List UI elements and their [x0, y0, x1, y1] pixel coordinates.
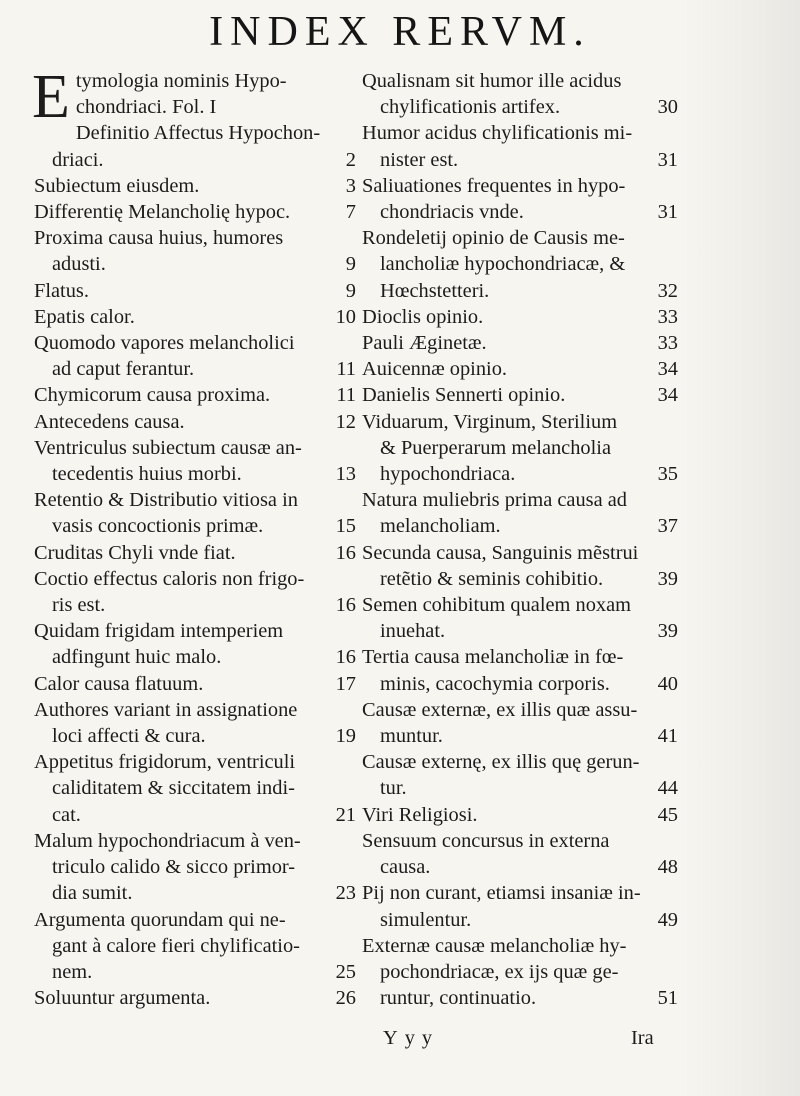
index-entry [362, 697, 678, 749]
index-entry [34, 618, 356, 670]
index-entry [362, 120, 678, 172]
entry-text: gant à calore fieri chylificatio- [52, 934, 300, 957]
index-entry [34, 330, 356, 382]
index-entry [362, 330, 678, 356]
page-number: 16 [335, 541, 356, 564]
entry-text: & Puerperarum melancholia [380, 436, 612, 459]
index-entry [32, 63, 356, 131]
index-entry [362, 487, 678, 539]
page-number: 45 [657, 803, 678, 826]
entry-text: Subiectum eiusdem. [34, 174, 200, 197]
page-number: 13 [335, 463, 356, 486]
entry-text: tymologia nominis Hypo- [75, 70, 287, 92]
index-column-right [362, 68, 678, 1011]
entry-text: Authores variant in assignatione [34, 698, 298, 721]
index-entry [34, 540, 356, 566]
signature-mark: Yyy [383, 1027, 440, 1049]
entry-text: runtur, continuatio. [380, 987, 537, 1010]
entry-text: cat. [52, 803, 81, 826]
entry-text: driaci. [52, 148, 104, 171]
entry-text: Cruditas Chyli vnde fiat. [34, 541, 236, 564]
entry-text: Proxima causa huius, humores [34, 227, 284, 250]
index-entry [34, 985, 356, 1011]
entry-text: Pauli Æginetæ. [362, 332, 487, 355]
entry-text: Externæ causæ melancholiæ hy- [362, 934, 627, 957]
entry-text: muntur. [380, 725, 443, 748]
index-entry [362, 749, 678, 801]
entry-text: chylificationis artifex. [380, 96, 561, 119]
page-number: 41 [657, 725, 678, 748]
index-entry [34, 907, 356, 986]
entry-text: vasis concoctionis primæ. [52, 515, 264, 538]
page-number: 31 [657, 148, 678, 171]
index-entry [34, 278, 356, 304]
entry-text: simulentur. [380, 908, 472, 931]
entry-text: Danielis Sennerti opinio. [362, 384, 566, 407]
page-number: 21 [335, 803, 356, 826]
index-entry [34, 120, 356, 172]
entry-text: tecedentis huius morbi. [52, 463, 242, 486]
entry-text: Definitio Affectus Hypochon- [75, 122, 321, 145]
page-number: 31 [657, 201, 678, 224]
page-number: 34 [657, 384, 678, 407]
page-number: 11 [336, 358, 356, 381]
entry-text: Antecedens causa. [34, 410, 185, 433]
entry-text: Argumenta quorundam qui ne- [34, 908, 286, 931]
page-number: 37 [657, 515, 678, 538]
page-number: 30 [657, 96, 678, 119]
page-number: 33 [657, 305, 678, 328]
page-number: 51 [657, 987, 678, 1010]
index-entry [34, 173, 356, 199]
page-title: INDEX RERVM. [209, 9, 591, 55]
entry-text: chondriaci. Fol. I [75, 96, 217, 119]
page-number: 11 [336, 384, 356, 407]
entry-text: hypochondriaca. [380, 463, 516, 486]
entry-text: ad caput ferantur. [52, 358, 195, 381]
entry-text: retẽtio & seminis cohibitio. [380, 567, 604, 590]
entry-text: Semen cohibitum qualem noxam [362, 594, 631, 617]
entry-text: triculo calido & sicco primor- [52, 856, 296, 879]
index-entry [362, 173, 678, 225]
entry-text: nem. [52, 960, 93, 983]
entry-text: Differentię Melancholię hypoc. [34, 201, 291, 224]
index-entry [34, 225, 356, 277]
index-entry [34, 409, 356, 435]
page-number: 7 [345, 201, 356, 224]
entry-text: Auicennæ opinio. [362, 358, 507, 381]
page-number: 40 [657, 672, 678, 695]
entry-text: Viduarum, Virginum, Sterilium [362, 410, 618, 433]
page-number: 3 [345, 174, 356, 197]
page-number: 9 [345, 253, 356, 276]
entry-text: Causæ externę, ex illis quę gerun- [362, 751, 640, 774]
entry-text: Hœchstetteri. [380, 279, 490, 302]
index-entry [362, 68, 678, 120]
index-entry [362, 880, 678, 932]
entry-text: lancholiæ hypochondriacæ, & [380, 253, 626, 276]
index-entry [362, 802, 678, 828]
page-number: 16 [335, 594, 356, 617]
page-number: 23 [335, 882, 356, 905]
entry-text: Ventriculus subiectum causæ an- [34, 436, 302, 459]
index-entry [362, 540, 678, 592]
index-entry [34, 697, 356, 749]
index-entry [34, 435, 356, 487]
entry-text: inuehat. [380, 620, 446, 643]
page-number: 19 [335, 725, 356, 748]
entry-text: Pij non curant, etiamsi insaniæ in- [362, 882, 641, 905]
entry-text: Calor causa flatuum. [34, 672, 204, 695]
entry-text: Qualisnam sit humor ille acidus [362, 70, 622, 92]
index-entry [34, 828, 356, 907]
page-number: 34 [657, 358, 678, 381]
page-number: 44 [657, 777, 678, 800]
entry-text: melancholiam. [380, 515, 501, 538]
page-number: 9 [345, 279, 356, 302]
entry-text: Epatis calor. [34, 305, 135, 328]
entry-text: Natura muliebris prima causa ad [362, 489, 627, 512]
entry-text: ris est. [52, 594, 106, 617]
index-entry [34, 749, 356, 828]
index-entry [34, 382, 356, 408]
page-number: 15 [335, 515, 356, 538]
entry-text: adusti. [52, 253, 106, 276]
entry-text: Sensuum concursus in externa [362, 829, 610, 852]
entry-text: Retentio & Distributio vitiosa in [34, 489, 298, 512]
entry-text: adfingunt huic malo. [52, 646, 222, 669]
entry-text: minis, cacochymia corporis. [380, 672, 610, 695]
index-entry [362, 382, 678, 408]
page-number: 48 [657, 856, 678, 879]
page-number: 33 [657, 332, 678, 355]
entry-text: Causæ externæ, ex illis quæ assu- [362, 698, 638, 721]
page-number: 25 [335, 960, 356, 983]
page-number: 35 [657, 463, 678, 486]
entry-text: caliditatem & siccitatem indi- [52, 777, 295, 800]
index-entry [34, 199, 356, 225]
page-edge-shadow [682, 0, 800, 1096]
index-entry [362, 592, 678, 644]
page-number: 39 [657, 620, 678, 643]
index-column-left [32, 63, 356, 1011]
index-entry [362, 644, 678, 696]
index-entry [362, 356, 678, 382]
index-entry [362, 409, 678, 488]
entry-text: loci affecti & cura. [52, 725, 206, 748]
entry-text: Chymicorum causa proxima. [34, 384, 271, 407]
entry-text: chondriacis vnde. [380, 201, 524, 224]
entry-text: nister est. [380, 148, 459, 171]
page-number: 2 [345, 148, 356, 171]
index-entry [362, 304, 678, 330]
entry-text: Soluuntur argumenta. [34, 987, 211, 1010]
index-entry [34, 304, 356, 330]
entry-text: tur. [380, 777, 407, 800]
entry-text: causa. [380, 856, 431, 879]
index-entry [362, 828, 678, 880]
page-number: 49 [657, 908, 678, 931]
drop-cap: E [32, 63, 70, 131]
index-entry [34, 671, 356, 697]
entry-text: Tertia causa melancholiæ in fœ- [362, 646, 624, 669]
entry-text: Flatus. [34, 279, 89, 302]
page-number: 39 [657, 567, 678, 590]
page-number: 10 [335, 305, 356, 328]
page-number: 12 [335, 410, 356, 433]
entry-text: pochondriacæ, ex ijs quæ ge- [380, 960, 619, 983]
entry-text: Appetitus frigidorum, ventriculi [34, 751, 296, 774]
entry-text: Saliuationes frequentes in hypo- [362, 174, 626, 197]
page-number: 17 [335, 672, 356, 695]
index-entry [34, 566, 356, 618]
index-entry [362, 225, 678, 304]
entry-text: Quidam frigidam intemperiem [34, 620, 284, 643]
entry-text: Viri Religiosi. [362, 803, 478, 826]
entry-text: Dioclis opinio. [362, 305, 484, 328]
entry-text: Coctio effectus caloris non frigo- [34, 567, 305, 590]
entry-text: Secunda causa, Sanguinis mẽstrui [362, 541, 639, 564]
entry-text: Rondeletij opinio de Causis me- [362, 227, 625, 250]
page-number: 16 [335, 646, 356, 669]
page-number: 32 [657, 279, 678, 302]
catchword: Ira [631, 1027, 654, 1049]
page-number: 26 [335, 987, 356, 1010]
entry-text: Malum hypochondriacum à ven- [34, 829, 301, 852]
entry-text: dia sumit. [52, 882, 133, 905]
index-entry [34, 487, 356, 539]
entry-text: Quomodo vapores melancholici [34, 332, 295, 355]
entry-text: Humor acidus chylificationis mi- [362, 122, 633, 145]
index-entry [362, 933, 678, 1012]
